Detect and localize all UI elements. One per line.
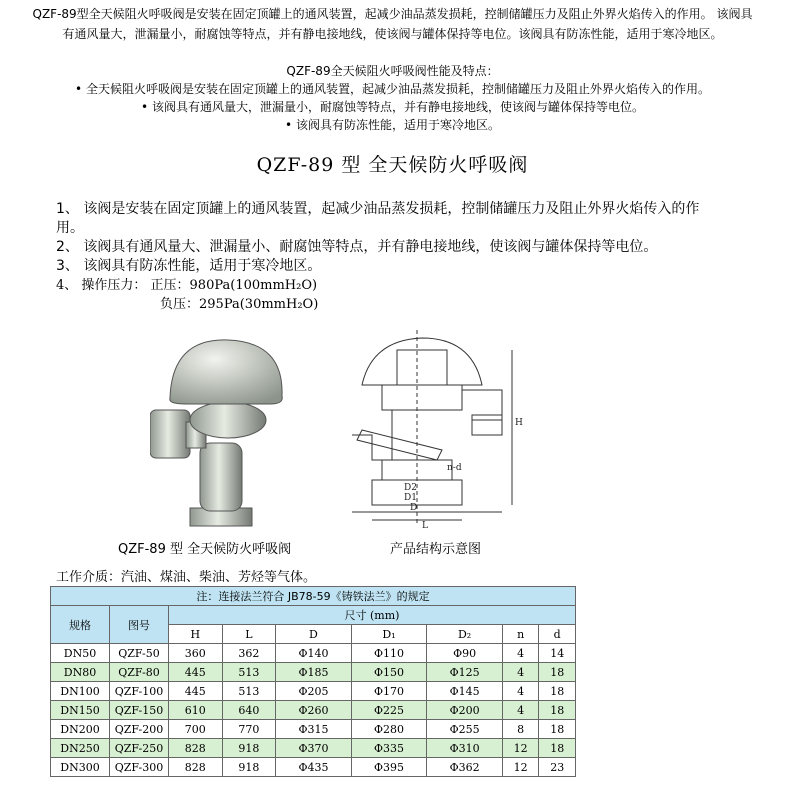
dim-cell: Φ200 [427, 701, 503, 720]
bullet-icon: • [284, 118, 293, 132]
dim-cell: 828 [169, 739, 223, 758]
fig-cell: QZF-50 [110, 644, 169, 663]
features-heading: QZF-89全天候阻火呼吸阀性能及特点： [286, 64, 499, 78]
dim-label-l: L [422, 521, 428, 530]
dim-cell: Φ362 [427, 758, 503, 777]
feature-item: • 该阀具有防冻性能，适用于寒冷地区。 [284, 118, 501, 132]
dim-cell: 918 [222, 758, 276, 777]
dim-cell: 445 [169, 663, 223, 682]
table-row [51, 758, 576, 777]
col-d1: D₁ [351, 625, 427, 644]
diagram-caption: 产品结构示意图 [390, 542, 482, 557]
intro-line: QZF-89型全天候阻火呼吸阀是安装在固定顶罐上的通风装置，起减少油品蒸发损耗，控制储罐压力及阻止外界火焰传入的作用。 该阀具 [32, 7, 753, 21]
dim-label-d: D [410, 503, 418, 513]
dim-cell: 918 [222, 739, 276, 758]
spec-item-negative-pressure: 负压：295Pa(30mmH₂O) [160, 297, 319, 312]
features-section [0, 62, 785, 134]
dim-cell: Φ335 [351, 739, 427, 758]
structure-diagram [352, 330, 532, 530]
dim-cell: 4 [502, 682, 539, 701]
dim-cell: Φ125 [427, 663, 503, 682]
dim-cell: 14 [539, 644, 576, 663]
table-row [51, 663, 576, 682]
table-body [51, 644, 576, 777]
intro-paragraph [0, 4, 785, 44]
dim-cell: 640 [222, 701, 276, 720]
table-row [51, 720, 576, 739]
spec-cell: DN100 [51, 682, 110, 701]
feature-item: • 该阀具有通风量大，泄漏量小，耐腐蚀等特点，并有静电接地线，使该阀与罐体保持等电位。 [140, 100, 645, 114]
dim-cell: 513 [222, 663, 276, 682]
table-row [51, 739, 576, 758]
spec-cell: DN80 [51, 663, 110, 682]
dim-cell: 18 [539, 682, 576, 701]
dim-cell: Φ395 [351, 758, 427, 777]
table-row [51, 644, 576, 663]
dim-cell: Φ315 [276, 720, 352, 739]
dim-cell: Φ185 [276, 663, 352, 682]
dim-cell: Φ145 [427, 682, 503, 701]
spec-list [56, 200, 756, 314]
spec-cell: DN250 [51, 739, 110, 758]
dim-cell: 12 [502, 758, 539, 777]
spec-table [50, 586, 576, 777]
dim-cell: Φ90 [427, 644, 503, 663]
fig-cell: QZF-250 [110, 739, 169, 758]
col-spec: 规格 [51, 606, 110, 644]
dim-cell: Φ435 [276, 758, 352, 777]
dim-cell: 18 [539, 720, 576, 739]
dim-cell: Φ225 [351, 701, 427, 720]
spec-item: 2、 该阀具有通风量大、泄漏量小、耐腐蚀等特点，并有静电接地线，使该阀与罐体保持等电位。 [56, 239, 658, 255]
dim-label-d1: D1 [404, 493, 417, 503]
col-fig: 图号 [110, 606, 169, 644]
dim-cell: Φ255 [427, 720, 503, 739]
dim-cell: 18 [539, 701, 576, 720]
dim-label-nd: n-d [447, 463, 462, 473]
working-media: 工作介质：汽油、煤油、柴油、芳烃等气体。 [56, 570, 317, 585]
feature-item: • 全天候阻火呼吸阀是安装在固定顶罐上的通风装置，起减少油品蒸发损耗，控制储罐压力及阻止外界火焰传入的作用。 [74, 82, 711, 96]
dim-cell: 4 [502, 701, 539, 720]
dim-cell: 360 [169, 644, 223, 663]
dim-cell: Φ150 [351, 663, 427, 682]
dim-cell: Φ170 [351, 682, 427, 701]
dim-cell: Φ140 [276, 644, 352, 663]
spec-item-pressure: 4、 操作压力： 正压：980Pa(100mmH₂O) [56, 278, 318, 293]
dim-cell: Φ260 [276, 701, 352, 720]
spec-item: 1、 该阀是安装在固定顶罐上的通风装置，起减少油品蒸发损耗，控制储罐压力及阻止外界火焰传入的作 [56, 201, 700, 217]
col-n: n [502, 625, 539, 644]
dim-cell: 513 [222, 682, 276, 701]
dim-cell: 18 [539, 663, 576, 682]
col-bolt-d: d [539, 625, 576, 644]
dim-cell: 8 [502, 720, 539, 739]
dim-cell: 23 [539, 758, 576, 777]
fig-cell: QZF-200 [110, 720, 169, 739]
spec-cell: DN300 [51, 758, 110, 777]
dim-cell: 610 [169, 701, 223, 720]
table-note: 注：连接法兰符合 JB78-59《铸铁法兰》的规定 [51, 587, 576, 606]
fig-cell: QZF-80 [110, 663, 169, 682]
col-d: D [276, 625, 352, 644]
dim-cell: 770 [222, 720, 276, 739]
dim-cell: Φ370 [276, 739, 352, 758]
dim-cell: Φ205 [276, 682, 352, 701]
fig-cell: QZF-150 [110, 701, 169, 720]
product-title: QZF-89 型 全天候防火呼吸阀 [256, 154, 529, 176]
dim-label-d2: D2 [404, 483, 417, 493]
bullet-icon: • [140, 100, 149, 114]
col-h: H [169, 625, 223, 644]
table-row [51, 682, 576, 701]
dim-label-h: H [515, 418, 523, 428]
fig-cell: QZF-100 [110, 682, 169, 701]
spec-cell: DN50 [51, 644, 110, 663]
dim-cell: 12 [502, 739, 539, 758]
spec-item: 用。 [56, 220, 84, 236]
col-d2: D₂ [427, 625, 503, 644]
spec-cell: DN150 [51, 701, 110, 720]
table-row [51, 701, 576, 720]
dim-cell: 445 [169, 682, 223, 701]
dim-cell: 362 [222, 644, 276, 663]
dim-cell: 700 [169, 720, 223, 739]
fig-cell: QZF-300 [110, 758, 169, 777]
dim-cell: Φ110 [351, 644, 427, 663]
spec-cell: DN200 [51, 720, 110, 739]
spec-item: 3、 该阀具有防冻性能，适用于寒冷地区。 [56, 258, 322, 274]
dim-cell: 18 [539, 739, 576, 758]
intro-line: 有通风量大，泄漏量小，耐腐蚀等特点，并有静电接地线，使该阀与罐体保持等电位。该阀具有防冻性能，适用于寒冷地区。 [62, 27, 723, 41]
col-l: L [222, 625, 276, 644]
dim-cell: 828 [169, 758, 223, 777]
valve-photo [150, 338, 290, 534]
dim-cell: 4 [502, 644, 539, 663]
photo-caption: QZF-89 型 全天候防火呼吸阀 [118, 542, 292, 557]
dim-cell: Φ310 [427, 739, 503, 758]
dims-header: 尺寸 (mm) [169, 606, 576, 625]
dim-cell: 4 [502, 663, 539, 682]
dim-cell: Φ280 [351, 720, 427, 739]
bullet-icon: • [74, 82, 83, 96]
